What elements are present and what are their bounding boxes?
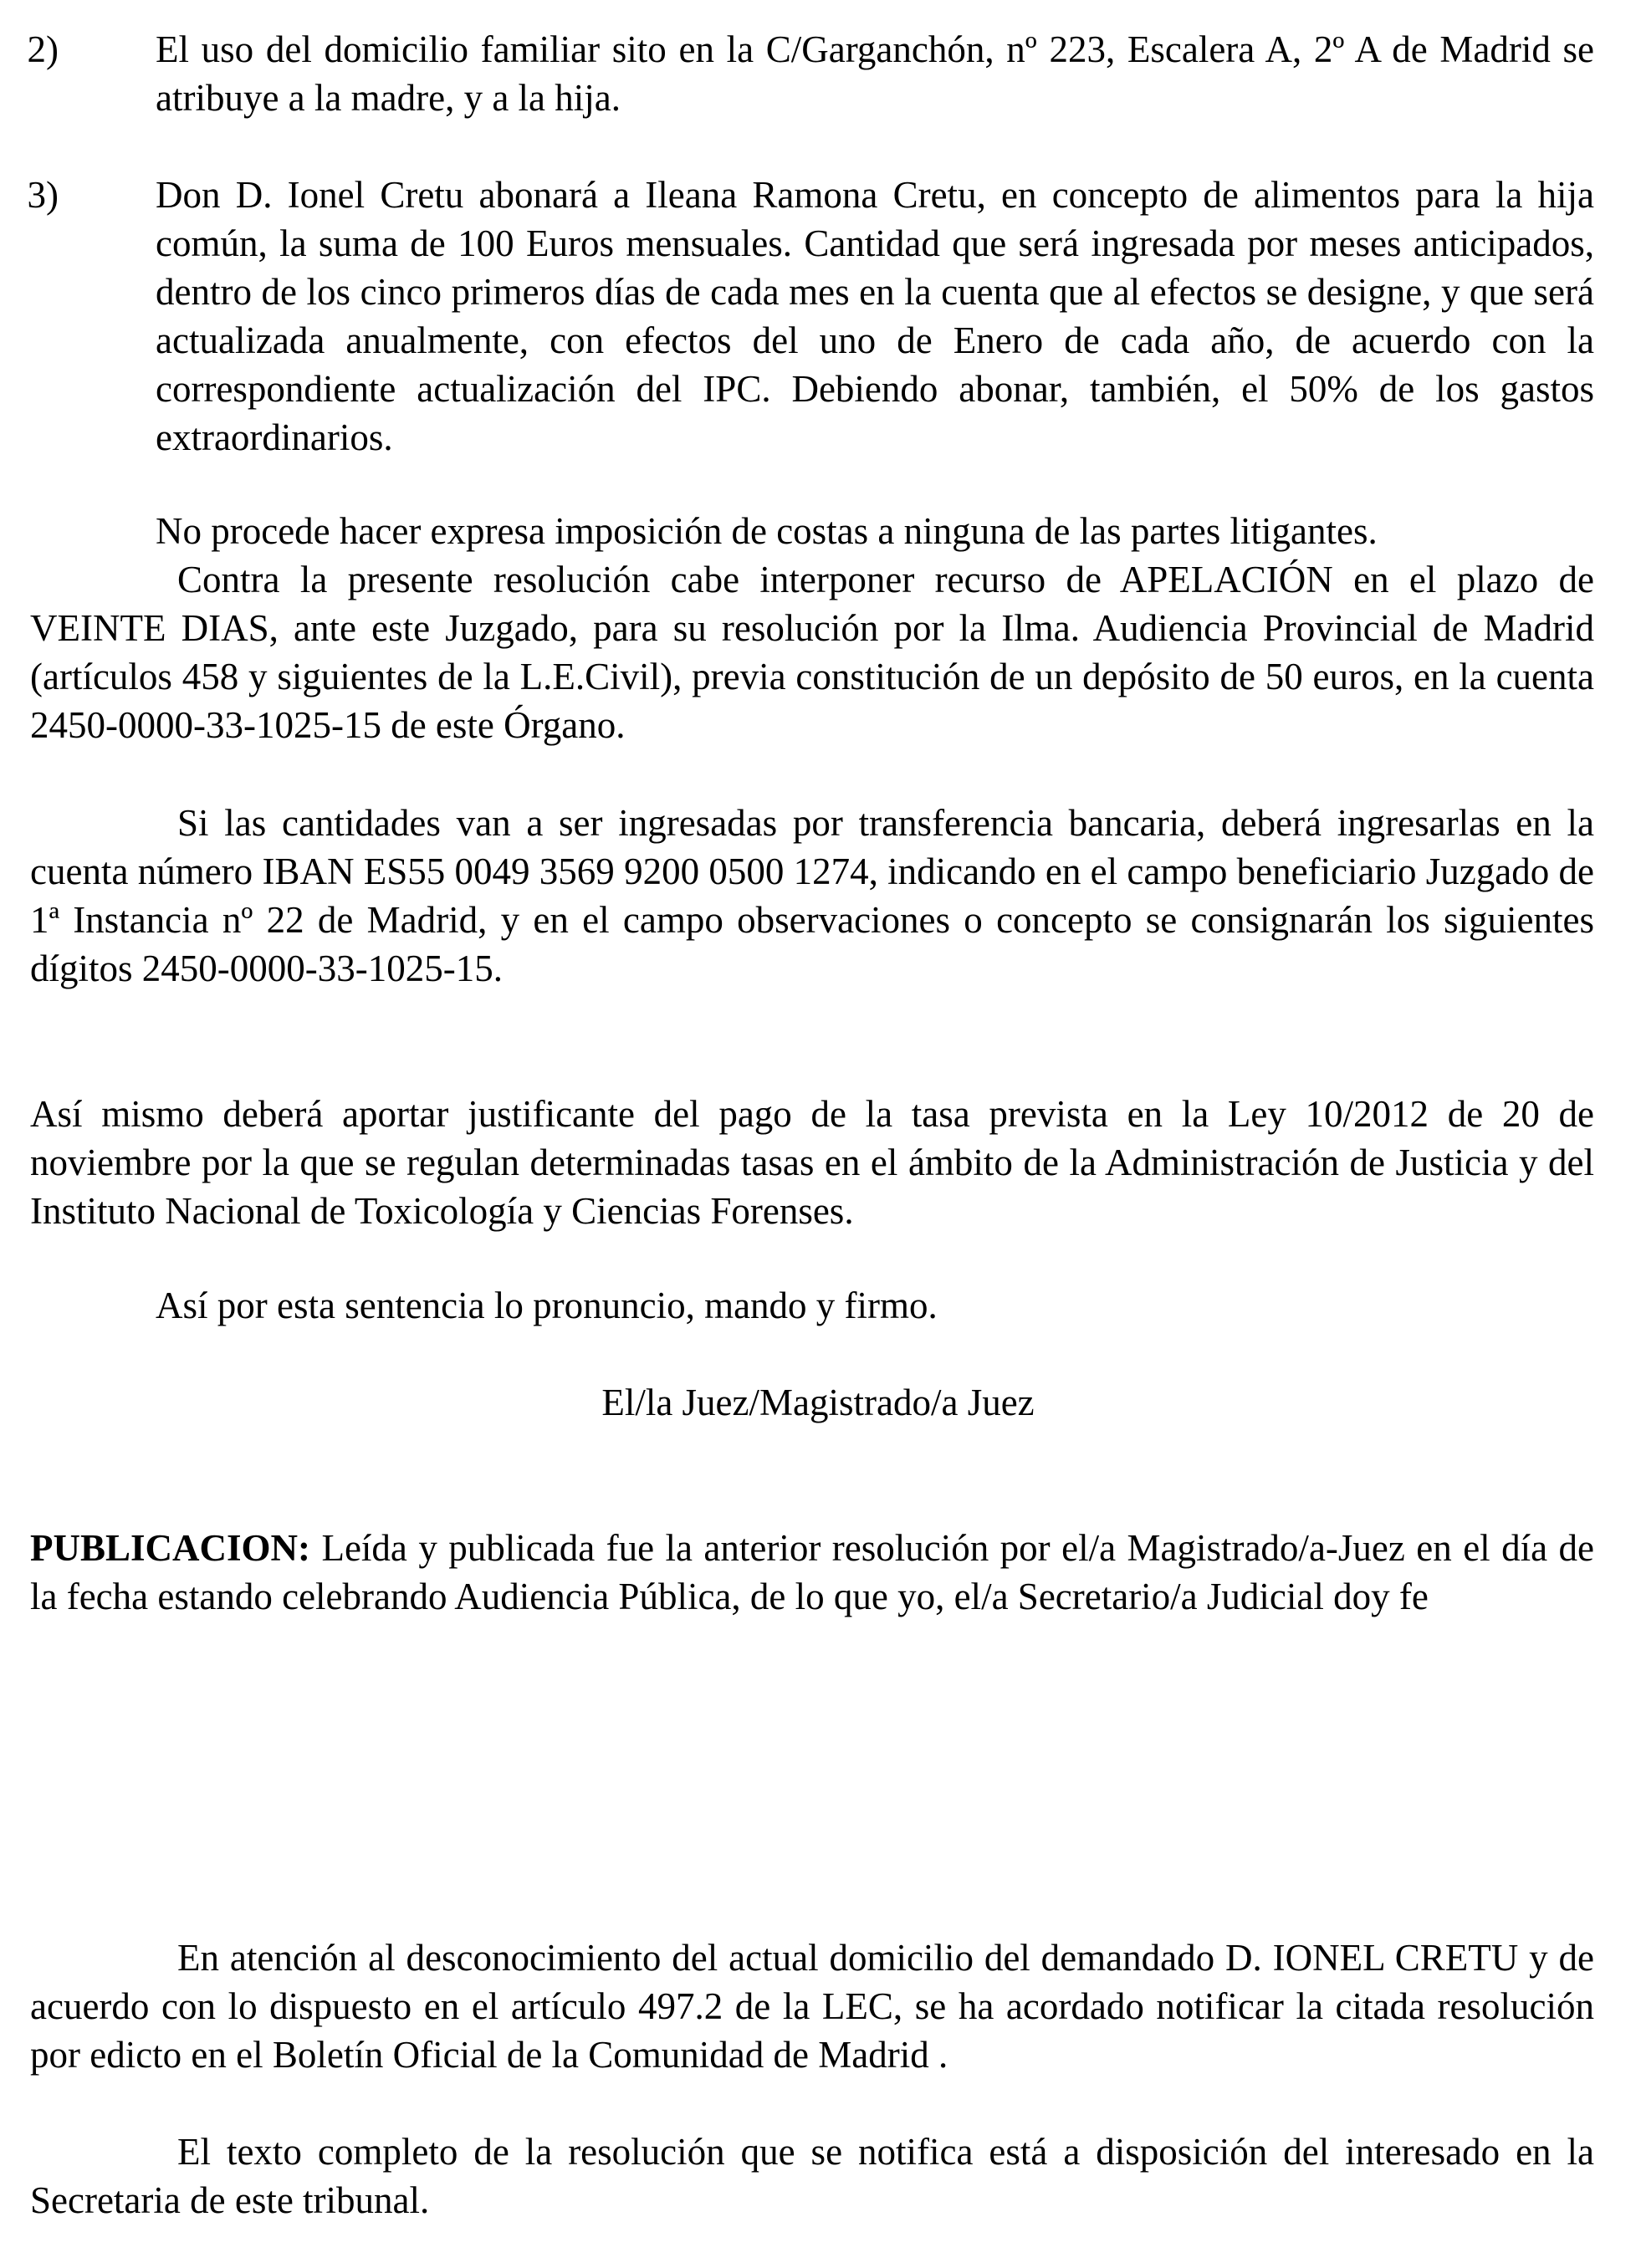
publicacion-paragraph xyxy=(30,1524,1594,1621)
list-number: 3) xyxy=(27,174,59,216)
recurso-paragraph: Contra la presente resolución cabe interponer recurso de APELACIÓN en el plazo de VEINTE DIAS, ante este Juzgado, para su resolución por la Ilma. Audiencia Provincial de Madrid (artículos 458 y siguientes de la L.E.Civil), previa constitución de un depósito de 50 euros, en la cuenta 2450-0000-33-1025-15 de este Órgano. xyxy=(30,559,1594,746)
firmante-label: El/la Juez/Magistrado/a Juez xyxy=(601,1382,1035,1423)
publicacion-label: PUBLICACION: xyxy=(30,1527,311,1569)
list-item-2 xyxy=(27,25,1594,122)
list-number: 2) xyxy=(27,28,59,70)
publicacion-text: Leída y publicada fue la anterior resolución por el/a Magistrado/a-Juez en el día de la fecha estando celebrando Audiencia Pública, de lo que yo, el/a Secretario/a Judicial doy fe xyxy=(30,1527,1594,1617)
disposicion-paragraph: El texto completo de la resolución que se notifica está a disposición del interesado en la Secretaria de este tribunal. xyxy=(30,2131,1594,2221)
tasa-paragraph: Así mismo deberá aportar justificante del pago de la tasa prevista en la Ley 10/2012 de 20 de noviembre por la que se regulan determinadas tasas en el ámbito de la Administración de Justicia y del Instituto Nacional de Toxicología y Ciencias Forenses. xyxy=(30,1093,1594,1232)
list-item-text: Don D. Ionel Cretu abonará a Ileana Ramona Cretu, en concepto de alimentos para la hija común, la suma de 100 Euros mensuales. Cantidad que será ingresada por meses anticipados, dentro de los cinco primeros días de cada mes en la cuenta que al efectos se designe, y que será actualizada anualmente, con efectos del uno de Enero de cada año, de acuerdo con la correspondiente actualización del IPC. Debiendo abonar, también, el 50% de los gastos extraordinarios. xyxy=(156,174,1594,458)
list-item-text: El uso del domicilio familiar sito en la C/Garganchón, nº 223, Escalera A, 2º A de Madrid se atribuye a la madre, y a la hija. xyxy=(156,28,1594,119)
firma-frase: Así por esta sentencia lo pronuncio, mando y firmo. xyxy=(156,1285,938,1326)
transferencia-paragraph: Si las cantidades van a ser ingresadas por transferencia bancaria, deberá ingresarlas en la cuenta número IBAN ES55 0049 3569 9200 0500 1274, indicando en el campo beneficiario Juzgado de 1ª Instancia nº 22 de Madrid, y en el campo observaciones o concepto se consignarán los siguientes dígitos 2450-0000-33-1025-15. xyxy=(30,802,1594,989)
costas-paragraph: No procede hacer expresa imposición de costas a ninguna de las partes litigantes. xyxy=(156,510,1378,552)
edicto-paragraph: En atención al desconocimiento del actual domicilio del demandado D. IONEL CRETU y de acuerdo con lo dispuesto en el artículo 497.2 de la LEC, se ha acordado notificar la citada resolución por edicto en el Boletín Oficial de la Comunidad de Madrid . xyxy=(30,1937,1594,2076)
list-item-3 xyxy=(27,171,1594,462)
